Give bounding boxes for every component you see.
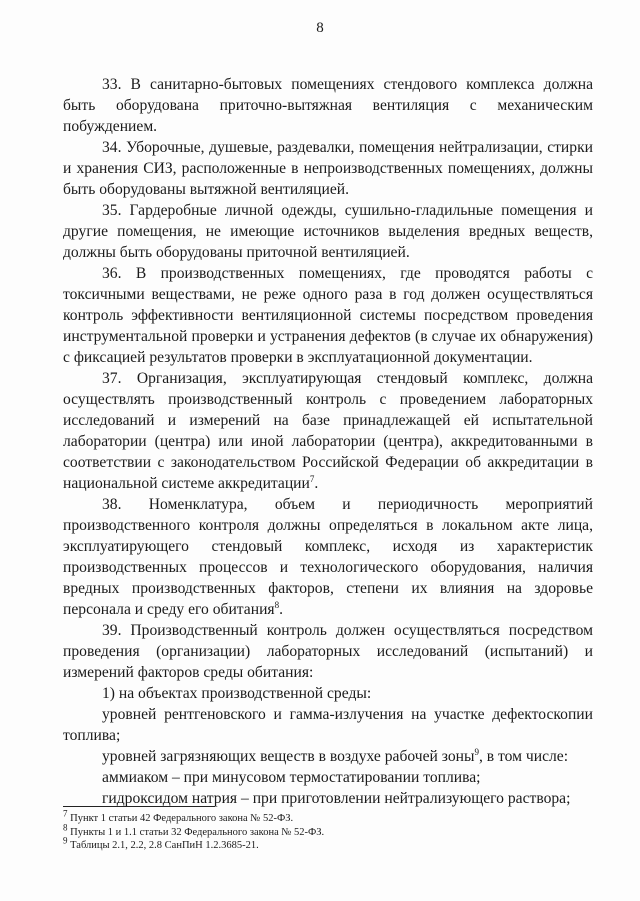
paragraph-34: 34. Уборочные, душевые, раздевалки, помещения нейтрализации, стирки и хранения СИЗ, расположенные в непроизводственных помещениях, должны быть оборудованы вытяжной вентиляцией.	[63, 139, 593, 198]
list-item-ammonia: аммиаком – при минусовом термостатировании топлива;	[102, 769, 481, 786]
footnote-9: $^9$ Таблицы 2.1, 2.2, 2.8 СанПиН 1.2.3685-21.	[63, 835, 259, 851]
footnote-ref-9[interactable]: 9	[474, 746, 479, 757]
footnote-divider	[63, 806, 215, 807]
footnote-7: $^7$ Пункт 1 статьи 42 Федерального закона № 52-ФЗ.	[63, 808, 294, 824]
footnote-ref-7[interactable]: 7	[309, 473, 315, 484]
list-item-1: 1) на объектах производственной среды:	[102, 685, 372, 702]
paragraph-35: 35. Гардеробные личной одежды, сушильно-гладильные помещения и другие помещения, не имеющие источников выделения вредных веществ, должны быть оборудованы приточной вентиляцией.	[63, 202, 593, 261]
paragraph-33: 33. В санитарно-бытовых помещениях стендового комплекса должна быть оборудована приточно-вытяжная вентиляция с механическим побуждением.	[63, 76, 593, 135]
list-item-pollutants: уровней загрязняющих веществ в воздухе рабочей зоны$^9$, в том числе:	[102, 746, 569, 765]
paragraph-38: 38. Номенклатура, объем и периодичность мероприятий производственного контроля должны определяться в локальном акте лица, эксплуатирующего стендовый комплекс, исходя из характеристик производственных процессов и технологического оборудования, наличия вредных производственных факторов, степени их влияния на здоровье персонала и среду его обитания$^8$.	[63, 496, 593, 618]
footnote-ref-8[interactable]: 8	[274, 599, 280, 610]
footnote-8: $^8$ Пункты 1 и 1.1 статьи 32 Федерального закона № 52-ФЗ.	[63, 822, 325, 838]
document-body	[63, 74, 593, 809]
footnotes	[63, 806, 593, 853]
list-item-xray: уровней рентгеновского и гамма-излучения на участке дефектоскопии топлива;	[63, 706, 593, 744]
paragraph-39: 39. Производственный контроль должен осуществляться посредством проведения (организации) лабораторных исследований (испытаний) и измерений факторов среды обитания:	[63, 622, 593, 681]
list-item-sodium-hydroxide: гидроксидом натрия – при приготовлении нейтрализующего раствора;	[102, 790, 571, 807]
page-number: 8	[316, 20, 324, 36]
paragraph-36: 36. В производственных помещениях, где проводятся работы с токсичными веществами, не реже одного раза в год должен осуществляться контроль эффективности вентиляционной системы посредством проведения инструментальной проверки и устранения дефектов (в случае их обнаружения) с фиксацией результатов проверки в эксплуатационной документации.	[63, 265, 593, 366]
paragraph-37: 37. Организация, эксплуатирующая стендовый комплекс, должна осуществлять производственный контроль с проведением лабораторных исследований и измерений на базе принадлежащей ей испытательной лаборатории (центра) или иной лаборатории (центра), аккредитованными в соответствии с законодательством Российской Федерации об аккредитации в национальной системе аккредитации$^7$.	[63, 370, 593, 492]
